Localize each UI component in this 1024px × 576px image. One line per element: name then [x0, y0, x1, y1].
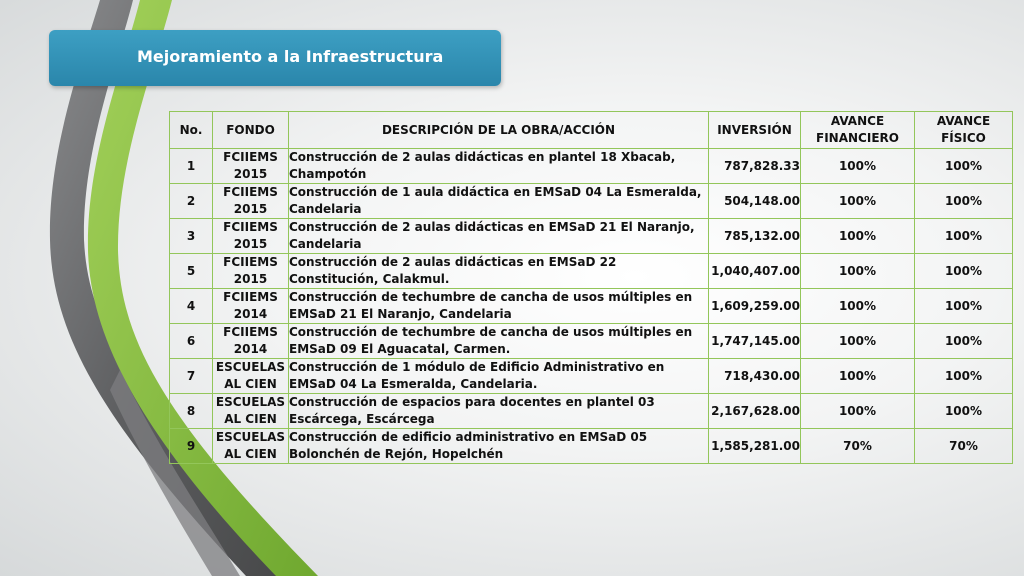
cell-inversion: 504,148.00: [709, 184, 801, 219]
title-banner: [49, 30, 501, 86]
cell-no: 3: [170, 219, 213, 254]
cell-avance-financiero: 100%: [801, 359, 915, 394]
cell-avance-financiero: 100%: [801, 254, 915, 289]
cell-avance-financiero: 100%: [801, 184, 915, 219]
header-inversion: INVERSIÓN: [709, 112, 801, 149]
cell-descripcion: Construcción de espacios para docentes en plantel 03 Escárcega, Escárcega: [289, 394, 709, 429]
cell-descripcion: Construcción de 1 aula didáctica en EMSaD 04 La Esmeralda, Candelaria: [289, 184, 709, 219]
table-row: [170, 394, 1013, 429]
cell-fondo: ESCUELAS AL CIEN: [213, 394, 289, 429]
cell-avance-financiero: 100%: [801, 394, 915, 429]
cell-avance-fisico: 100%: [915, 289, 1013, 324]
header-no: No.: [170, 112, 213, 149]
cell-avance-fisico: 100%: [915, 324, 1013, 359]
cell-inversion: 787,828.33: [709, 149, 801, 184]
cell-descripcion: Construcción de 2 aulas didácticas en plantel 18 Xbacab, Champotón: [289, 149, 709, 184]
cell-no: 5: [170, 254, 213, 289]
cell-inversion: 1,585,281.00: [709, 429, 801, 464]
cell-inversion: 2,167,628.00: [709, 394, 801, 429]
cell-fondo: FCIIEMS 2015: [213, 254, 289, 289]
cell-descripcion: Construcción de techumbre de cancha de usos múltiples en EMSaD 21 El Naranjo, Candelaria: [289, 289, 709, 324]
cell-avance-fisico: 100%: [915, 219, 1013, 254]
table-row: [170, 149, 1013, 184]
table-header-row: [170, 112, 1013, 149]
page-title: Mejoramiento a la Infraestructura: [137, 47, 444, 66]
cell-no: 6: [170, 324, 213, 359]
cell-descripcion: Construcción de 1 módulo de Edificio Administrativo en EMSaD 04 La Esmeralda, Candelaria.: [289, 359, 709, 394]
header-fondo: FONDO: [213, 112, 289, 149]
cell-fondo: FCIIEMS 2015: [213, 184, 289, 219]
header-avance-fisico: AVANCE FÍSICO: [915, 112, 1013, 149]
cell-avance-fisico: 100%: [915, 359, 1013, 394]
cell-avance-fisico: 100%: [915, 254, 1013, 289]
table-row: [170, 324, 1013, 359]
infrastructure-table: [169, 111, 1013, 464]
cell-avance-financiero: 100%: [801, 324, 915, 359]
table-row: [170, 184, 1013, 219]
cell-fondo: FCIIEMS 2015: [213, 219, 289, 254]
cell-no: 7: [170, 359, 213, 394]
table-row: [170, 429, 1013, 464]
cell-descripcion: Construcción de techumbre de cancha de usos múltiples en EMSaD 09 El Aguacatal, Carmen.: [289, 324, 709, 359]
cell-no: 2: [170, 184, 213, 219]
cell-no: 1: [170, 149, 213, 184]
header-avance-financiero: AVANCE FINANCIERO: [801, 112, 915, 149]
cell-avance-financiero: 100%: [801, 289, 915, 324]
cell-avance-financiero: 100%: [801, 149, 915, 184]
cell-no: 4: [170, 289, 213, 324]
cell-descripcion: Construcción de edificio administrativo en EMSaD 05 Bolonchén de Rejón, Hopelchén: [289, 429, 709, 464]
cell-inversion: 1,609,259.00: [709, 289, 801, 324]
cell-descripcion: Construcción de 2 aulas didácticas en EMSaD 21 El Naranjo, Candelaria: [289, 219, 709, 254]
cell-avance-fisico: 100%: [915, 394, 1013, 429]
table-row: [170, 254, 1013, 289]
cell-no: 8: [170, 394, 213, 429]
cell-inversion: 718,430.00: [709, 359, 801, 394]
cell-descripcion: Construcción de 2 aulas didácticas en EMSaD 22 Constitución, Calakmul.: [289, 254, 709, 289]
cell-fondo: FCIIEMS 2015: [213, 149, 289, 184]
table-row: [170, 219, 1013, 254]
cell-avance-fisico: 70%: [915, 429, 1013, 464]
cell-fondo: FCIIEMS 2014: [213, 289, 289, 324]
table-row: [170, 289, 1013, 324]
header-descripcion: DESCRIPCIÓN DE LA OBRA/ACCIÓN: [289, 112, 709, 149]
cell-fondo: ESCUELAS AL CIEN: [213, 359, 289, 394]
cell-avance-financiero: 70%: [801, 429, 915, 464]
cell-inversion: 785,132.00: [709, 219, 801, 254]
cell-inversion: 1,747,145.00: [709, 324, 801, 359]
cell-inversion: 1,040,407.00: [709, 254, 801, 289]
cell-avance-fisico: 100%: [915, 149, 1013, 184]
cell-fondo: ESCUELAS AL CIEN: [213, 429, 289, 464]
cell-no: 9: [170, 429, 213, 464]
cell-avance-fisico: 100%: [915, 184, 1013, 219]
cell-fondo: FCIIEMS 2014: [213, 324, 289, 359]
table-row: [170, 359, 1013, 394]
cell-avance-financiero: 100%: [801, 219, 915, 254]
